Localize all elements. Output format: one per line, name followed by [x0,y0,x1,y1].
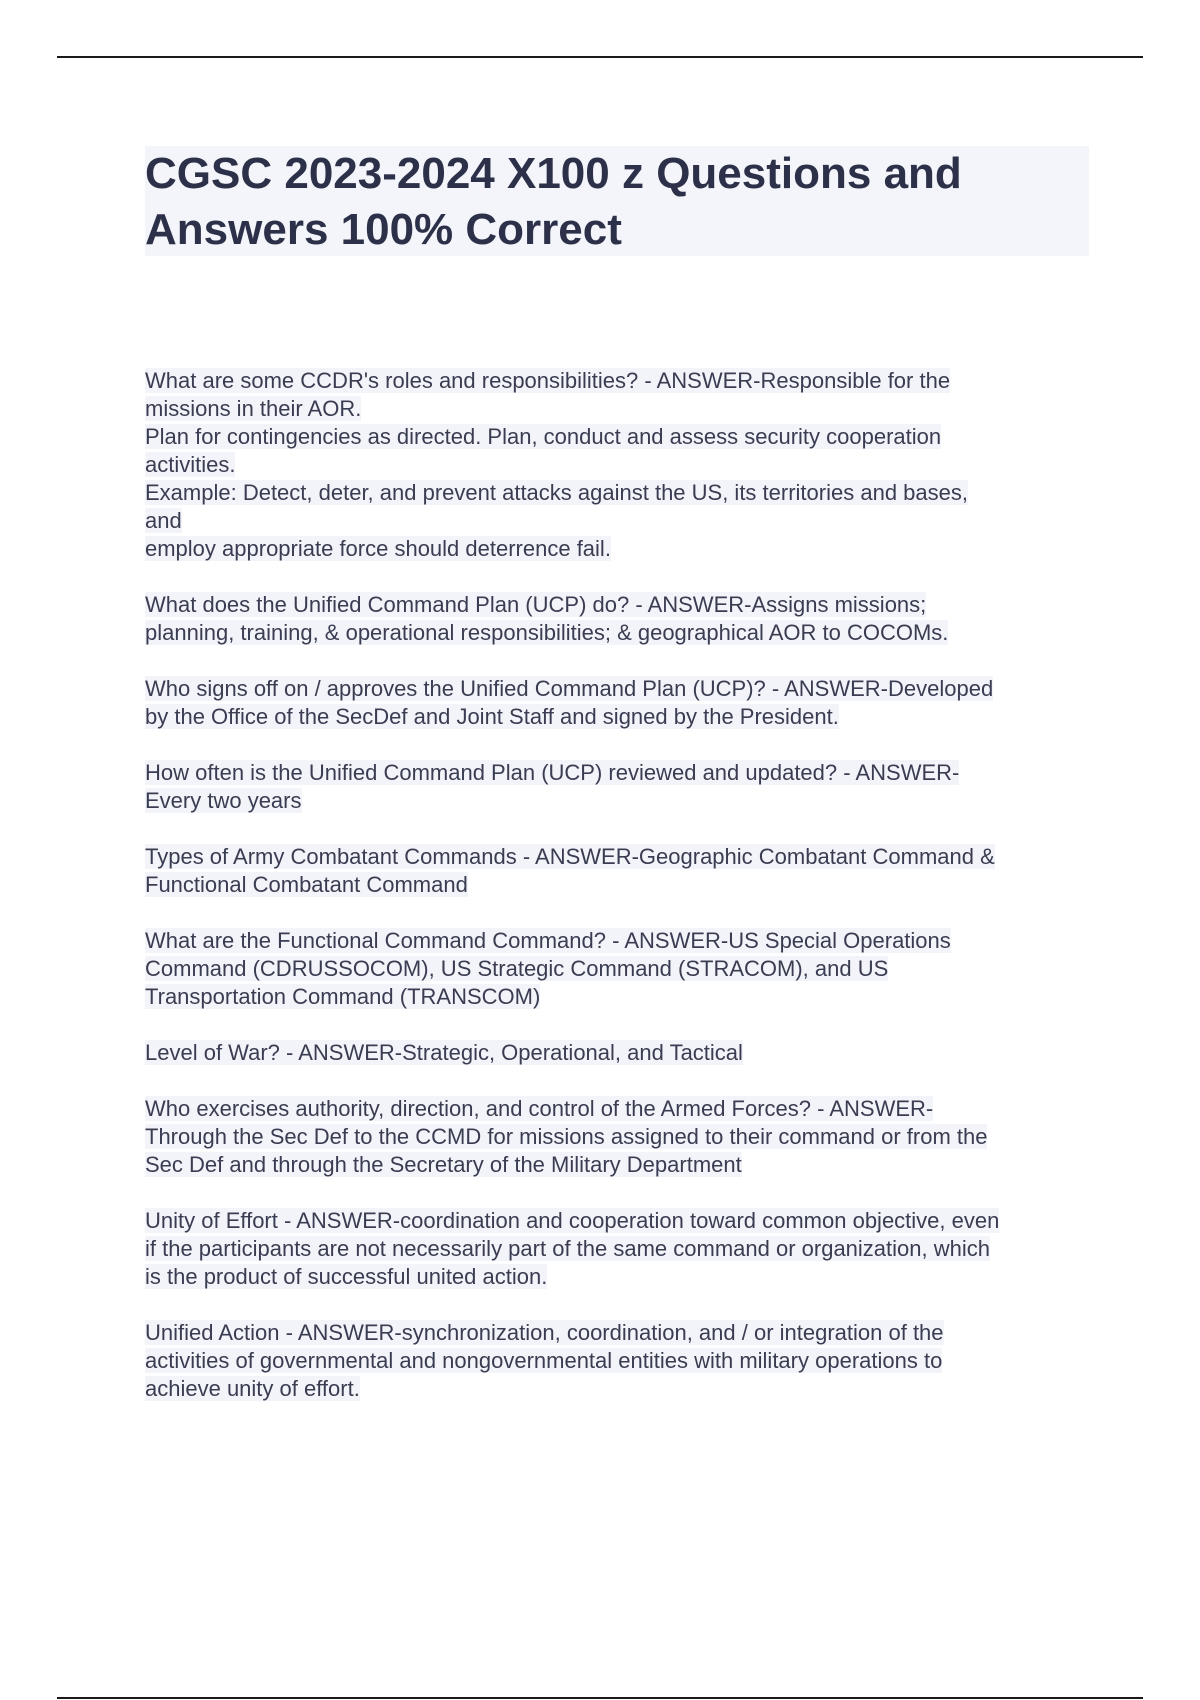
qa-line-text: Unified Action - ANSWER-synchronization, coordination, and / or integration of the [145,1320,944,1345]
qa-line [145,1235,1095,1263]
qa-line-text: is the product of successful united action. [145,1264,548,1289]
qa-line [145,367,1095,395]
qa-line-text: achieve unity of effort. [145,1376,360,1401]
qa-line-text: Every two years [145,788,302,813]
qa-line-text: Who signs off on / approves the Unified Command Plan (UCP)? - ANSWER-Developed [145,676,994,701]
qa-line [145,1263,1095,1291]
qa-line [145,1123,1095,1151]
qa-item [145,1207,1095,1291]
qa-line-text: Through the Sec Def to the CCMD for missions assigned to their command or from the [145,1124,988,1149]
qa-line-text: employ appropriate force should deterrence fail. [145,536,611,561]
qa-line [145,1347,1095,1375]
qa-line-text: Sec Def and through the Secretary of the Military Department [145,1152,742,1177]
qa-line [145,1095,1095,1123]
qa-line-text: Who exercises authority, direction, and control of the Armed Forces? - ANSWER- [145,1096,934,1121]
qa-line [145,983,1095,1011]
qa-line [145,591,1095,619]
qa-line [145,535,1095,563]
qa-item [145,591,1095,647]
qa-line [145,759,1095,787]
qa-item [145,927,1095,1011]
qa-line [145,843,1095,871]
qa-line [145,1319,1095,1347]
qa-line-text: Plan for contingencies as directed. Plan, conduct and assess security cooperation [145,424,942,449]
qa-item [145,843,1095,899]
qa-line-text: if the participants are not necessarily part of the same command or organization, which [145,1236,990,1261]
qa-line [145,507,1095,535]
qa-line-text: planning, training, & operational responsibilities; & geographical AOR to COCOMs. [145,620,949,645]
qa-item [145,759,1095,815]
title-line-2: Answers 100% Correct [145,205,622,254]
qa-line-text: How often is the Unified Command Plan (UCP) reviewed and updated? - ANSWER- [145,760,960,785]
qa-item [145,1039,1095,1067]
qa-line [145,1039,1095,1067]
qa-item [145,1095,1095,1179]
qa-line [145,479,1095,507]
title-line-1: CGSC 2023-2024 X100 z Questions and [145,149,962,198]
qa-line [145,1375,1095,1403]
qa-line [145,423,1095,451]
qa-line-text: What are some CCDR's roles and responsibilities? - ANSWER-Responsible for the [145,368,951,393]
qa-line-text: Unity of Effort - ANSWER-coordination and cooperation toward common objective, even [145,1208,1000,1233]
qa-line-text: activities of governmental and nongovernmental entities with military operations to [145,1348,943,1373]
qa-line [145,871,1095,899]
qa-item [145,1319,1095,1403]
qa-line-text: Transportation Command (TRANSCOM) [145,984,541,1009]
qa-line [145,787,1095,815]
qa-line-text: Command (CDRUSSOCOM), US Strategic Command (STRACOM), and US [145,956,889,981]
document-title [145,146,1089,258]
qa-line-text: What are the Functional Command Command? - ANSWER-US Special Operations [145,928,951,953]
qa-line [145,1151,1095,1179]
qa-line-text: Level of War? - ANSWER-Strategic, Operational, and Tactical [145,1040,743,1065]
qa-line [145,451,1095,479]
top-rule [57,56,1143,58]
qa-line-text: missions in their AOR. [145,396,362,421]
qa-line-text: What does the Unified Command Plan (UCP) do? - ANSWER-Assigns missions; [145,592,927,617]
qa-line-text: by the Office of the SecDef and Joint Staff and signed by the President. [145,704,839,729]
qa-line [145,619,1095,647]
bottom-rule [57,1697,1143,1699]
qa-line [145,675,1095,703]
qa-line [145,703,1095,731]
qa-line [145,395,1095,423]
qa-item [145,675,1095,731]
qa-item [145,367,1095,563]
qa-line [145,927,1095,955]
qa-line-text: Types of Army Combatant Commands - ANSWER-Geographic Combatant Command & [145,844,995,869]
qa-line-text: Functional Combatant Command [145,872,468,897]
qa-line [145,955,1095,983]
qa-line-text: Example: Detect, deter, and prevent attacks against the US, its territories and bases, [145,480,968,505]
qa-list [145,367,1095,1431]
qa-line [145,1207,1095,1235]
qa-line-text: and [145,508,182,533]
qa-line-text: activities. [145,452,236,477]
